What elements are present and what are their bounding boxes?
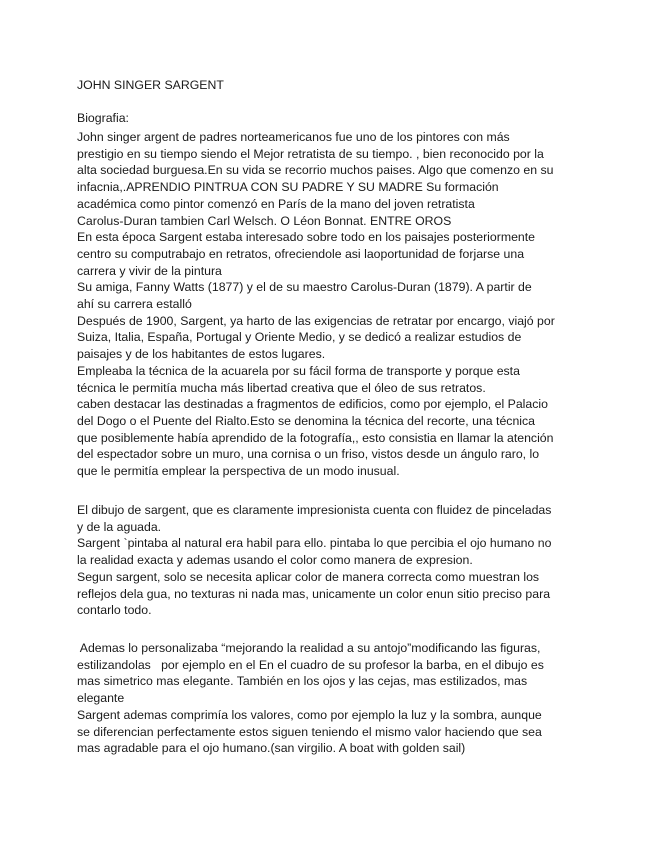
text-line: infacnia,.APRENDIO PINTRUA CON SU PADRE Y SU MADRE Su formación — [77, 180, 499, 195]
text-line: Empleaba la técnica de la acuarela por su fácil forma de transporte y porque esta — [77, 363, 520, 378]
document-title: JOHN SINGER SARGENT — [77, 78, 224, 92]
text-line: académica como pintor comenzó en París de la mano del joven retratista — [77, 196, 475, 211]
text-line: carrera y vivir de la pintura — [77, 263, 222, 278]
text-line: ahí su carrera estalló — [77, 297, 192, 312]
text-line: y de la aguada. — [77, 519, 162, 534]
paragraph-block-biography — [77, 129, 582, 480]
text-line: se diferencian perfectamente estos siguen teniendo el mismo valor haciendo que sea — [77, 724, 542, 739]
text-line: técnica le permitía mucha más libertad creativa que el óleo de sus retratos. — [77, 380, 486, 395]
text-line: mas agradable para el ojo humano.(san virgilio. A boat with golden sail) — [77, 741, 466, 756]
text-line: John singer argent de padres norteamericanos fue uno de los pintores con más — [77, 130, 510, 144]
text-line: que posiblemente había aprendido de la fotografía,, esto consistia en llamar la atención — [77, 430, 554, 445]
text-line: contarlo todo. — [77, 603, 152, 618]
text-line: Carolus-Duran tambien Carl Welsch. O Léon Bonnat. ENTRE OROS — [77, 213, 452, 228]
text-line: En esta época Sargent estaba interesado sobre todo en los paisajes posteriormente — [77, 230, 536, 245]
section-label: Biografia: — [77, 111, 129, 125]
text-line: reflejos dela gua, no texturas ni nada mas, unicamente un color enun sitio preciso para — [77, 586, 551, 601]
text-line: centro su computrabajo en retratos, ofreciendole asi laoportunidad de forjarse una — [77, 246, 525, 261]
paragraph-block-style — [77, 640, 582, 757]
text-line: del espectador sobre un muro, una cornisa o un friso, vistos desde un ángulo raro, lo — [77, 447, 540, 462]
text-line: El dibujo de sargent, que es claramente impresionista cuenta con fluidez de pinceladas — [77, 503, 552, 517]
text-line: estilizandolas por ejemplo en el En el cuadro de su profesor la barba, en el dibujo es — [77, 657, 544, 672]
text-line: Su amiga, Fanny Watts (1877) y el de su maestro Carolus-Duran (1879). A partir de — [77, 280, 532, 295]
text-line: paisajes y de los habitantes de estos lugares. — [77, 347, 326, 362]
text-line: Después de 1900, Sargent, ya harto de las exigencias de retratar por encargo, viajó por — [77, 313, 555, 328]
text-line: mas simetrico mas elegante. También en los ojos y las cejas, mas estilizados, mas — [77, 674, 528, 689]
text-line: caben destacar las destinadas a fragmentos de edificios, como por ejemplo, el Palacio — [77, 397, 548, 412]
text-line: Ademas lo personalizaba “mejorando la realidad a su antojo”modificando las figuras, — [77, 641, 541, 655]
text-line: alta sociedad burguesa.En su vida se recorrio muchos paises. Algo que comenzo en su — [77, 163, 554, 178]
text-line: Sargent `pintaba al natural era habil para ello. pintaba lo que percibia el ojo humano no — [77, 536, 552, 551]
text-line: Suiza, Italia, España, Portugal y Oriente Medio, y se dedicó a realizar estudios de — [77, 330, 522, 345]
text-line: prestigio en su tiempo siendo el Mejor retratista de su tiempo. , bien reconocido por la — [77, 146, 544, 161]
text-line: elegante — [77, 691, 125, 706]
text-line: la realidad exacta y ademas usando el color como manera de expresion. — [77, 553, 473, 568]
text-line: del Dogo o el Puente del Rialto.Esto se denomina la técnica del recorte, una técnica — [77, 413, 535, 428]
text-line: Segun sargent, solo se necesita aplicar color de manera correcta como muestran los — [77, 569, 540, 584]
text-line: que le permitía emplear la perspectiva de un modo inusual. — [77, 464, 400, 479]
paragraph-block-drawing — [77, 502, 582, 619]
text-line: Sargent ademas comprimía los valores, como por ejemplo la luz y la sombra, aunque — [77, 707, 542, 722]
